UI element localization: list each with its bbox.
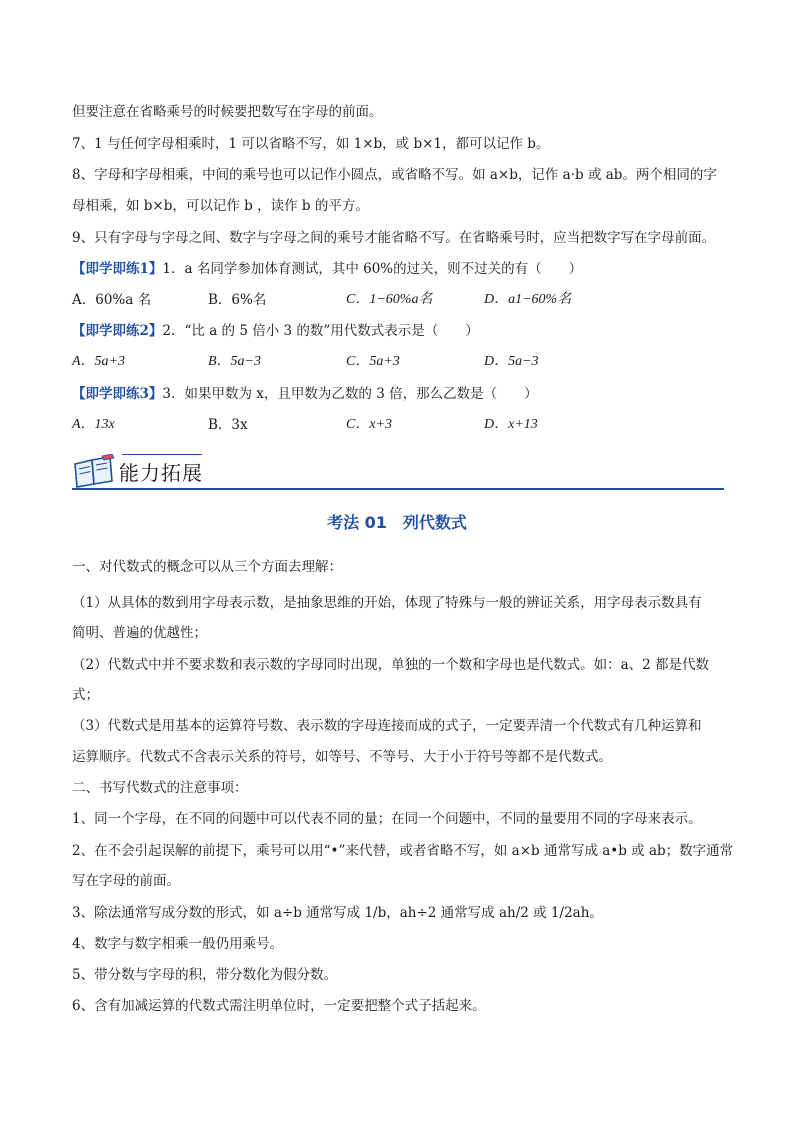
section-title: 能力拓展 xyxy=(119,461,203,485)
text-line: 4、数字与数字相乘一般仍用乘号。 xyxy=(72,936,284,952)
option-a: A．60%a 名 xyxy=(72,292,152,308)
option-b: B．5a−3 xyxy=(208,354,261,369)
option-d: D．a1−60%名 xyxy=(484,292,572,307)
option-c: C．1−60%a名 xyxy=(346,292,433,307)
text-line: 9、只有字母与字母之间、数字与字母之间的乘号才能省略不写。在省略乘号时，应当把数字写在字母前面。 xyxy=(72,230,716,246)
text-line: （2）代数式中并不要求数和表示数的字母同时出现，单独的一个数和字母也是代数式。如：a、2 都是代数 xyxy=(72,657,710,673)
question-text: 2．“比 a 的 5 倍小 3 的数”用代数式表示是（ ） xyxy=(162,323,479,339)
divider xyxy=(122,454,202,455)
option-c: C．5a+3 xyxy=(346,354,400,369)
option-a: A．13x xyxy=(72,417,115,432)
text-line: 8、字母和字母相乘，中间的乘号也可以记作小圆点，或省略不写。如 a×b，记作 a·b 或 ab。两个相同的字 xyxy=(72,167,717,183)
exercise-question xyxy=(72,322,479,340)
text-line: 母相乘，如 b×b，可以记作 b ，读作 b 的平方。 xyxy=(72,198,369,214)
text-line: 运算顺序。代数式不含表示关系的符号，如等号、不等号、大于小于符号等都不是代数式。 xyxy=(72,749,612,765)
exercise-question xyxy=(72,385,538,403)
option-b: B．3x xyxy=(208,417,248,433)
option-c: C．x+3 xyxy=(346,417,392,432)
option-d: D．x+13 xyxy=(484,417,538,432)
exercise-question xyxy=(72,260,582,278)
divider xyxy=(72,488,724,490)
text-line: （3）代数式是用基本的运算符号数、表示数的字母连接而成的式子，一定要弄清一个代数式有几种运算和 xyxy=(72,718,702,734)
option-d: D．5a−3 xyxy=(484,354,539,369)
exercise-tag: 【即学即练2】 xyxy=(72,323,163,339)
exercise-tag: 【即学即练1】 xyxy=(72,261,163,277)
text-line: 5、带分数与字母的积，带分数化为假分数。 xyxy=(72,967,338,983)
section-header xyxy=(72,448,724,494)
text-line: 式； xyxy=(72,687,99,703)
text-line: 简明、普遍的优越性； xyxy=(72,625,207,641)
text-line: 写在字母的前面。 xyxy=(72,873,180,889)
text-line: （1）从具体的数到用字母表示数，是抽象思维的开始，体现了特殊与一般的辨证关系，用字母表示数具有 xyxy=(72,595,702,611)
question-text: 1．a 名同学参加体育测试，其中 60%的过关，则不过关的有（ ） xyxy=(162,261,583,277)
text-line: 1、同一个字母，在不同的问题中可以代表不同的量；在同一个问题中，不同的量要用不同的字母来表示。 xyxy=(72,811,702,827)
exercise-tag: 【即学即练3】 xyxy=(72,386,163,402)
option-b: B．6%名 xyxy=(208,292,267,308)
text-line: 2、在不会引起误解的前提下，乘号可以用“•”来代替，或者省略不写，如 a×b 通常写成 a•b 或 ab；数字通常 xyxy=(72,843,734,859)
text-line: 一、对代数式的概念可以从三个方面去理解： xyxy=(72,559,342,575)
option-a: A．5a+3 xyxy=(72,354,125,369)
text-line: 二、书写代数式的注意事项： xyxy=(72,780,248,796)
subsection-title: 考法 01 列代数式 xyxy=(327,513,467,532)
text-line: 6、含有加减运算的代数式需注明单位时，一定要把整个式子括起来。 xyxy=(72,998,486,1014)
text-line: 但要注意在省略乘号的时候要把数写在字母的前面。 xyxy=(72,104,383,120)
text-line: 3、除法通常写成分数的形式，如 a÷b 通常写成 1/b，ah÷2 通常写成 ah/2 或 1/2ah。 xyxy=(72,905,603,921)
text-line: 7、1 与任何字母相乘时，1 可以省略不写，如 1×b，或 b×1，都可以记作 b。 xyxy=(72,136,550,152)
book-icon xyxy=(72,454,116,488)
question-text: 3．如果甲数为 x，且甲数为乙数的 3 倍，那么乙数是（ ） xyxy=(162,386,538,402)
